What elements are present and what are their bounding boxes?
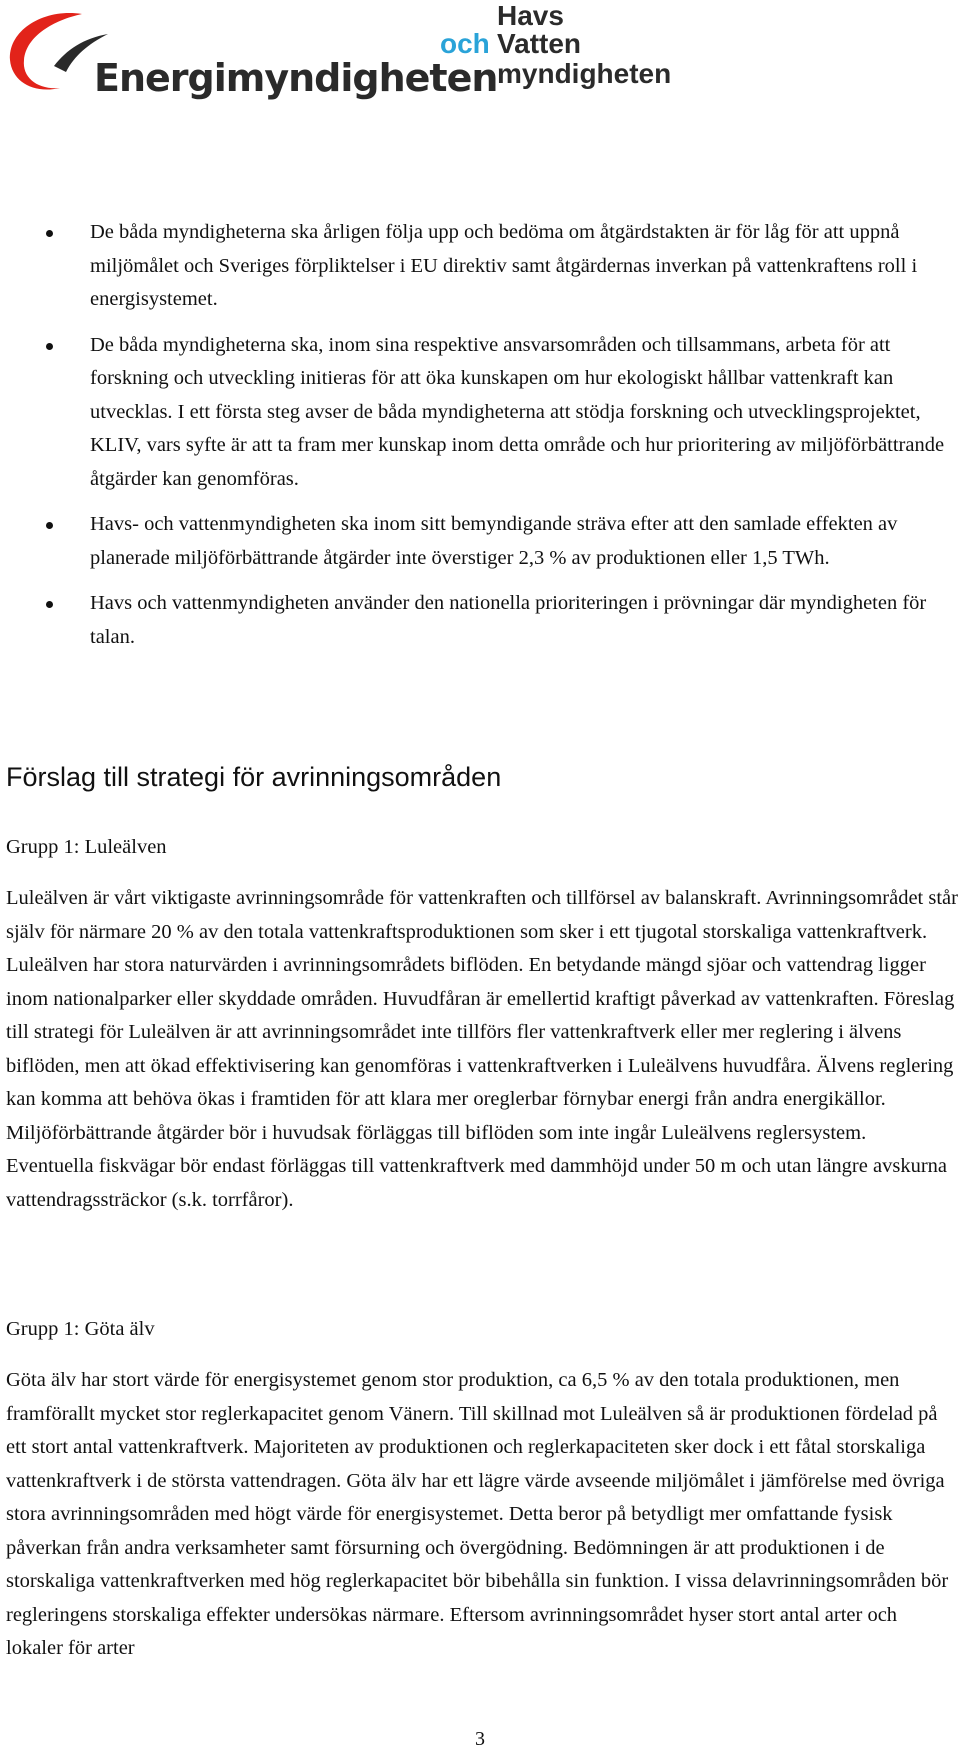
group-göta-älv-title: Grupp 1: Göta älv bbox=[6, 1318, 155, 1340]
bullet-list bbox=[46, 216, 946, 666]
bullet-text: Havs- och vattenmyndigheten ska inom sitt bemyndigande sträva efter att den samlade effekten av planerade miljöförbättrande åtgärder inte överstiger 2,3 % av produktionen eller 1,5 TWh. bbox=[90, 513, 898, 569]
group-göta-älv-text: Göta älv har stort värde för energisystemet genom stor produktion, ca 6,5 % av den totala produktionen, men framförallt mycket stor reglerkapacitet genom Vänern. Till skillnad mot Luleälven så är produktionen fördelad på ett stort antal vattenkraftverk. Majoriteten av produktionen och reglerkapaciteten sker dock i ett fåtal storskaliga vattenkraftverk i de största vattendragen. Göta älv har ett lägre värde avseende miljömålet i jämförelse med övriga stora avrinningsområden med högt värde för energisystemet. Detta beror på betydligt mer omfattande fysisk påverkan från andra verksamheter samt försurning och övergödning. Bedömningen är att produktionen i de storskaliga vattenkraftverken med hög reglerkapacitet bör bibehålla sin funktion. I vissa delavrinningsområden bör regleringens storskaliga effekter undersökas närmare. Eftersom avrinningsområdet hyser stort antal arter och lokaler för arter bbox=[6, 1369, 949, 1659]
havs-och-vattenmyndigheten-logo bbox=[440, 0, 680, 100]
havs-logo-och: och bbox=[440, 28, 490, 59]
list-item bbox=[46, 216, 946, 317]
bullet-text: De båda myndigheterna ska, inom sina respektive ansvarsområden och tillsammans, arbeta för att forskning och utveckling initieras för att öka kunskapen om hur ekologiskt hållbar vattenkraft kan utvecklas. I ett första steg avser de båda myndigheterna att stödja forskning och utvecklingsprojektet, KLIV, vars syfte är att ta fram mer kunskap inom detta område och hur prioritering av miljöförbättrande åtgärder kan genomföras. bbox=[90, 333, 945, 490]
list-item bbox=[46, 508, 946, 575]
energimyndigheten-logo-text: Energimyndigheten bbox=[94, 56, 498, 100]
havs-logo-myndigheten: myndigheten bbox=[497, 58, 672, 89]
bullet-icon bbox=[46, 601, 53, 608]
group-luleälven-title: Grupp 1: Luleälven bbox=[6, 836, 167, 858]
page-number: 3 bbox=[475, 1728, 485, 1750]
section-heading: Förslag till strategi för avrinningsområden bbox=[6, 762, 502, 792]
bullet-text: De båda myndigheterna ska årligen följa upp och bedöma om åtgärdstakten är för låg för att uppnå miljömålet och Sveriges förpliktelser i EU direktiv samt åtgärdernas inverkan på vattenkraftens roll i energisystemet. bbox=[90, 221, 918, 310]
group-luleälven-text: Luleälven är vårt viktigaste avrinningsområde för vattenkraften och tillförsel av balanskraft. Avrinningsområdet står själv för närmare 20 % av den totala vattenkraftsproduktionen som sker i ett tjugotal storskaliga vattenkraftverk. Luleälven har stora naturvärden i avrinningsområdets biflöden. En betydande mängd sjöar och vattendrag ligger inom nationalparker eller skyddade områden. Huvudfåran är emellertid kraftigt påverkad av vattenkraften. Föreslag till strategi för Luleälven är att avrinningsområdet inte tillförs fler vattenkraftverk eller mer reglering i älvens biflöden, men att ökad effektivisering kan genomföras i vattenkraftverken i Luleälvens huvudfåra. Älvens reglering kan komma att behöva ökas i framtiden för att klara mer oreglerbar förnybar energi från andra energikällor. Miljöförbättrande åtgärder bör i huvudsak förläggas till biflöden som inte ingår Luleälvens reglersystem. Eventuella fiskvägar bör endast förläggas till vattenkraftverk med dammhöjd under 50 m och utan längre avskurna vattendragssträckor (s.k. torrfåror). bbox=[6, 887, 958, 1211]
bullet-icon bbox=[46, 230, 53, 237]
bullet-text: Havs och vattenmyndigheten använder den nationella prioriteringen i prövningar där myndigheten för talan. bbox=[90, 592, 927, 648]
list-item bbox=[46, 329, 946, 497]
bullet-icon bbox=[46, 343, 53, 350]
bullet-icon bbox=[46, 522, 53, 529]
list-item bbox=[46, 587, 946, 654]
havs-logo-vatten: Vatten bbox=[497, 28, 582, 59]
havs-logo-line1: Havs bbox=[497, 0, 564, 31]
